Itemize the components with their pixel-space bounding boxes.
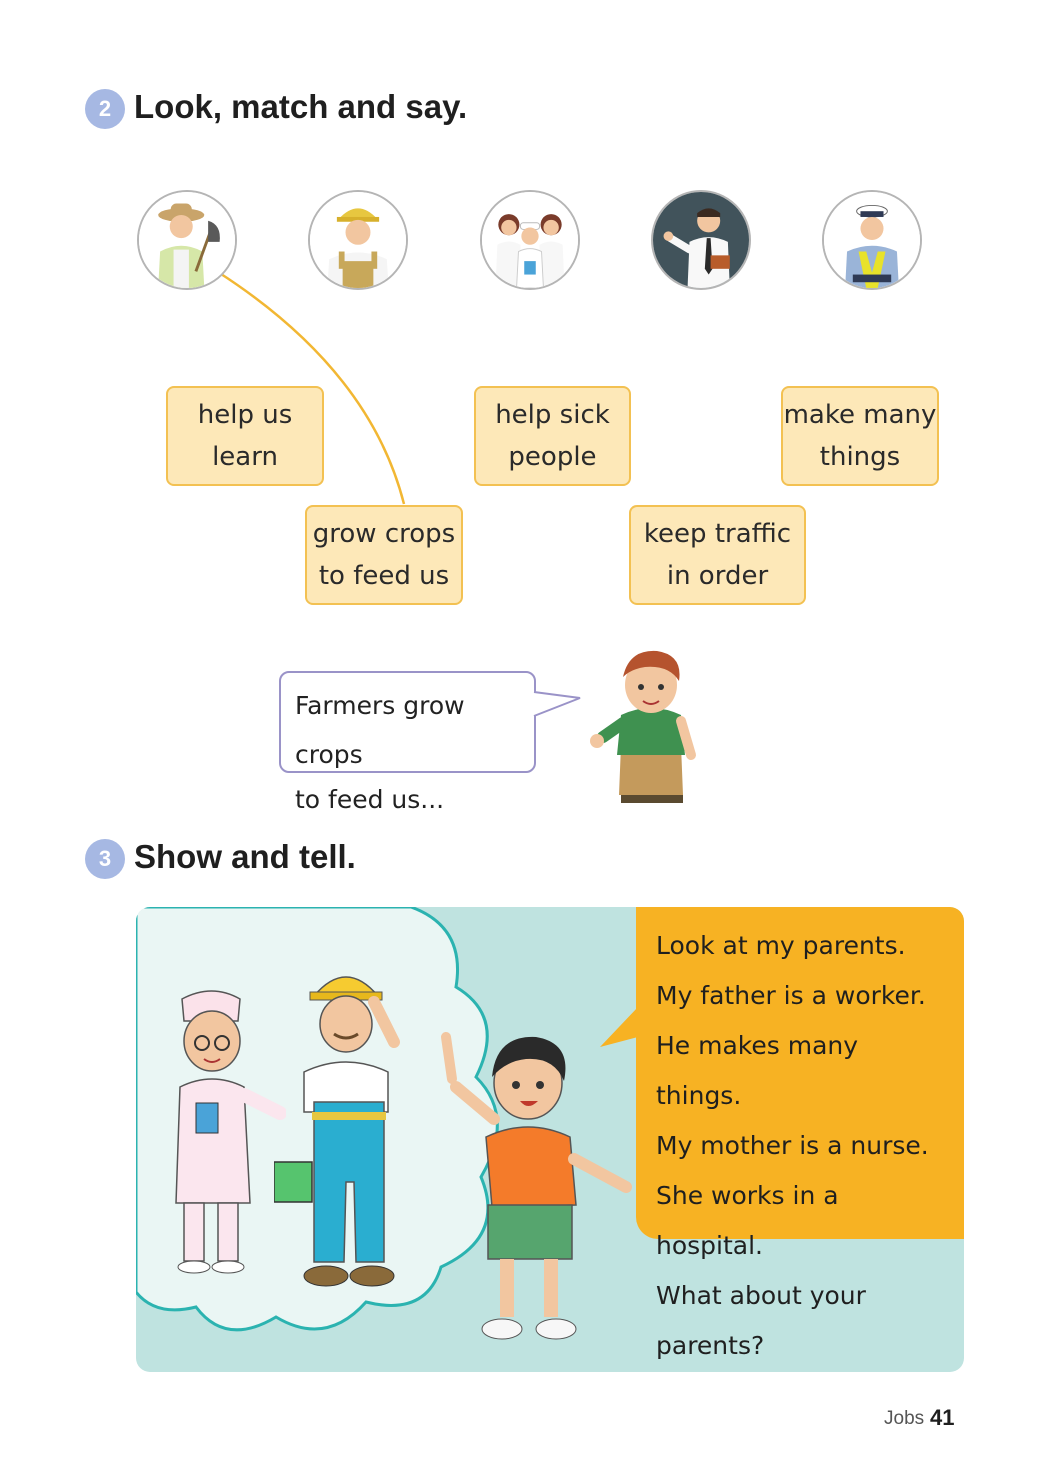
tell-line: What about your parents? [656,1281,866,1360]
phrase-card-keep-traffic[interactable] [629,505,806,605]
match-line [0,0,1048,620]
section-title: Show and tell. [134,838,356,875]
section-title: Look, match and say. [134,88,468,125]
show-and-tell-panel [136,907,964,1372]
phrase-card-help-us-learn[interactable] [166,386,324,486]
tell-line: My mother is a nurse. [656,1131,929,1160]
phrase-line: in order [666,561,769,591]
page-number: 41 [930,1405,955,1430]
phrase-line: help sick [495,400,610,430]
phrase-line: learn [212,442,278,472]
nurse-illustration [156,987,286,1287]
phrase-card-grow-crops[interactable] [305,505,463,605]
phrase-line: help us [197,400,293,430]
speech-line: to feed us... [295,785,445,814]
section-number-badge [85,839,125,879]
phrase-card-make-many-things[interactable] [781,386,939,486]
phrase-line: keep traffic [643,519,792,549]
farmer-icon[interactable] [137,190,237,290]
tell-text-box [636,907,964,1360]
phrase-line: make many [783,400,937,430]
worker-father-illustration [274,962,424,1292]
tell-box-tail [598,1007,640,1057]
tell-line: He makes many things. [656,1031,859,1110]
speech-line: Farmers grow crops [295,691,465,769]
phrase-line: grow crops [312,519,456,549]
example-speech-bubble [279,671,536,814]
boy-illustration [585,645,715,805]
speech-bubble-tail [532,690,584,724]
section-number: 2 [98,96,112,121]
tell-line: Look at my parents. [656,931,906,960]
phrase-line: people [508,442,597,472]
footer-unit-label: Jobs [884,1408,925,1429]
tell-line: My father is a worker. [656,981,926,1010]
teacher-icon[interactable] [651,190,751,290]
boy-presenter-illustration [426,1027,636,1357]
phrase-card-help-sick-people[interactable] [474,386,631,486]
worker-icon[interactable] [308,190,408,290]
phrase-line: to feed us [318,561,450,591]
police-officer-icon[interactable] [822,190,922,290]
phrase-line: things [819,442,901,472]
section-number: 3 [98,846,112,871]
tell-line: She works in a hospital. [656,1181,839,1260]
nurses-icon[interactable] [480,190,580,290]
